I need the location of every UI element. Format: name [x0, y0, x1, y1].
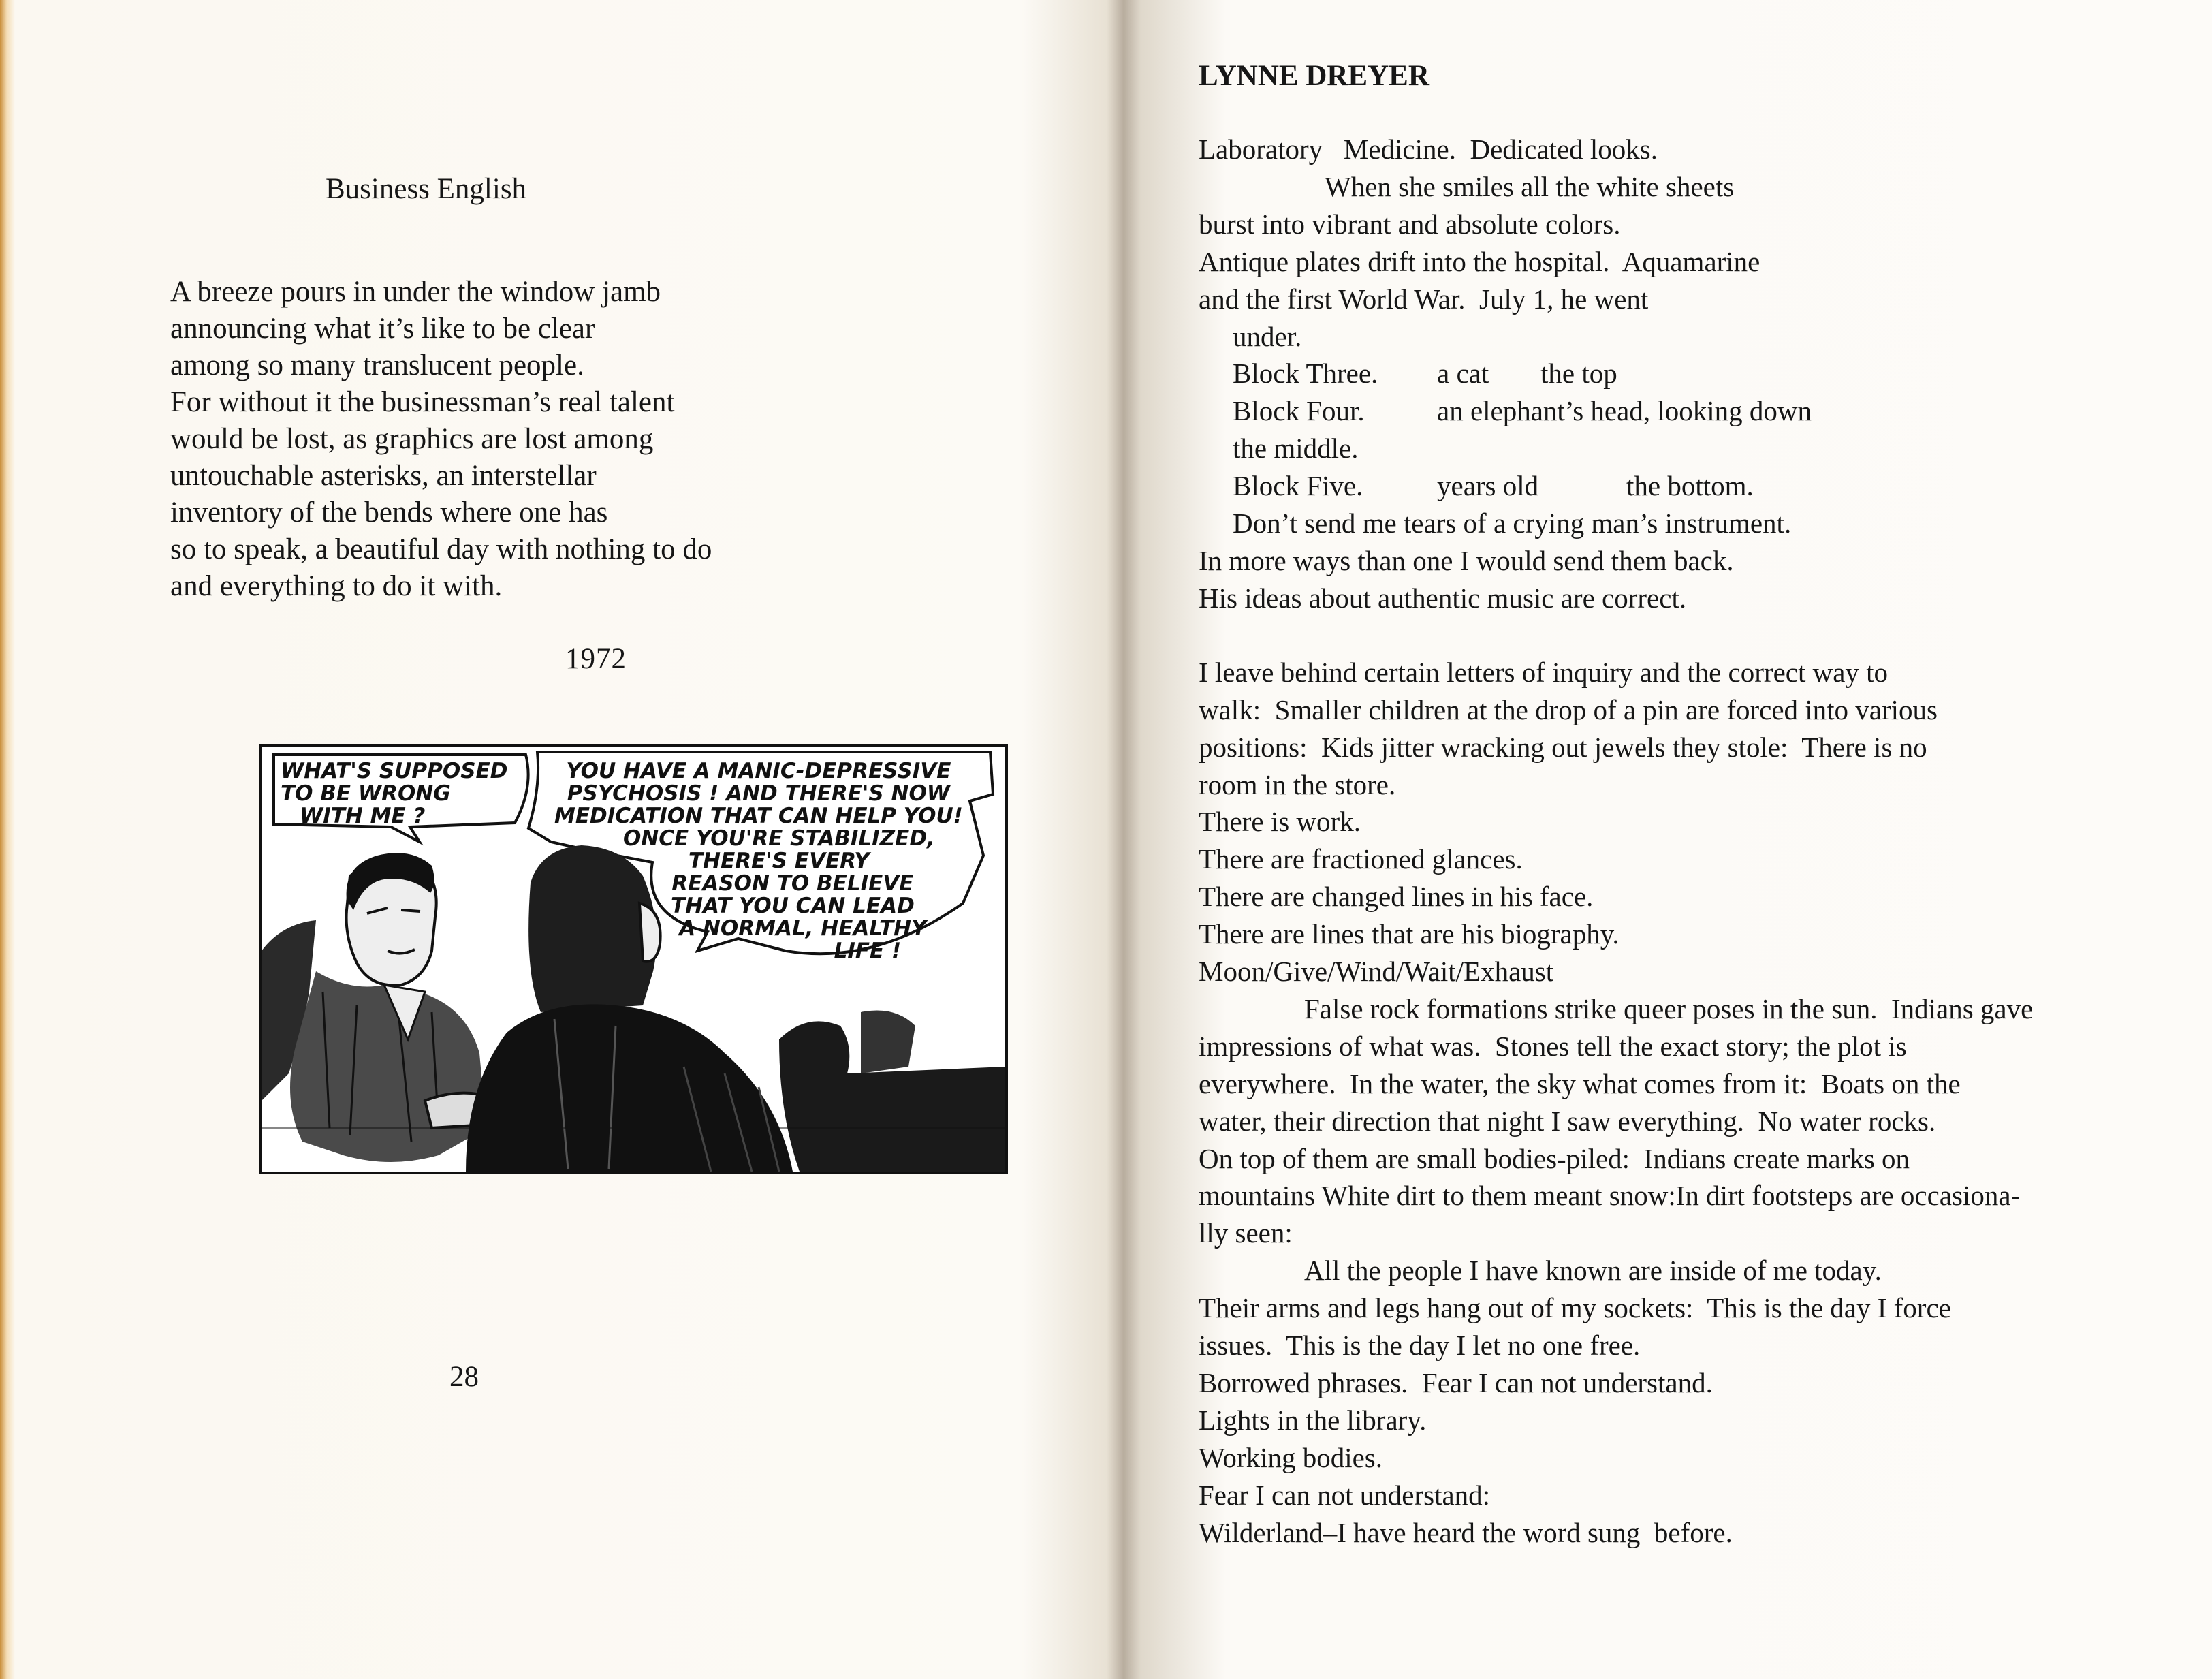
poem-line: room in the store.	[1199, 768, 1396, 800]
poem-body	[170, 274, 712, 605]
poem-line: walk: Smaller children at the drop of a pin are forced into various	[1199, 693, 1938, 725]
poem-line: would be lost, as graphics are lost among	[170, 423, 654, 455]
speech-bubble-left	[281, 760, 507, 828]
bubble-line: PSYCHOSIS ! AND THERE'S NOW	[567, 781, 950, 806]
poem-line: the middle.	[1233, 433, 1359, 465]
poem-line	[1199, 467, 2033, 505]
poem-line: In more ways than one I would send them back.	[1199, 544, 1734, 576]
poem-line: among so many translucent people.	[170, 349, 584, 381]
poem-line: Borrowed phrases. Fear I can not understand.	[1199, 1367, 1713, 1398]
poem-line: There are lines that are his biography.	[1199, 918, 1620, 950]
poem-line: Fear I can not understand:	[1199, 1479, 1491, 1511]
bubble-line: WITH ME ?	[300, 804, 426, 828]
poem-line: Don’t send me tears of a crying man’s instrument.	[1233, 507, 1792, 539]
comic-panel	[259, 744, 1008, 1174]
bubble-line: WHAT'S SUPPOSED	[281, 759, 508, 783]
block-detail: a cat	[1437, 358, 1489, 390]
poem-line	[1199, 392, 2033, 430]
block-detail: years old	[1437, 470, 1539, 502]
poem-line: I leave behind certain letters of inquiry and the correct way to	[1199, 656, 1889, 688]
poem-line: Laboratory Medicine. Dedicated looks.	[1199, 134, 1658, 165]
poem-line: so to speak, a beautiful day with nothing to do	[170, 533, 712, 565]
poem-line: Moon/Give/Wind/Wait/Exhaust	[1199, 956, 1554, 988]
poem-line: lly seen:	[1199, 1217, 1293, 1249]
poem-line: There are fractioned glances.	[1199, 843, 1523, 875]
poem-line: announcing what it’s like to be clear	[170, 313, 595, 345]
poem-line: There are changed lines in his face.	[1199, 881, 1594, 913]
bubble-line: THAT YOU CAN LEAD	[670, 894, 915, 918]
left-man-figure	[262, 853, 499, 1162]
poem-line: and the first World War. July 1, he went	[1199, 283, 1649, 315]
poem-line: issues. This is the day I let no one free.	[1199, 1330, 1641, 1362]
poem-line: impressions of what was. Stones tell the exact story; the plot is	[1199, 1030, 1907, 1062]
right-page	[1131, 0, 2212, 1679]
poem-line: Lights in the library.	[1199, 1404, 1427, 1436]
bubble-line: YOU HAVE A MANIC-DEPRESSIVE	[566, 759, 951, 783]
bubble-line: TO BE WRONG	[281, 781, 451, 806]
poem-line: Antique plates drift into the hospital. Aquamarine	[1199, 245, 1760, 277]
bubble-line: REASON TO BELIEVE	[672, 871, 914, 896]
bubble-line: ONCE YOU'RE STABILIZED,	[622, 826, 935, 851]
poem-year: 1972	[565, 643, 627, 675]
right-poem	[1199, 131, 2033, 1552]
block-detail: the top	[1540, 358, 1617, 390]
poem-line: For without it the businessman’s real talent	[170, 386, 675, 418]
block-detail: the bottom.	[1626, 470, 1754, 502]
page-number: 28	[449, 1361, 479, 1393]
poem-line: positions: Kids jitter wracking out jewels they stole: There is no	[1199, 731, 1927, 763]
poem-line: A breeze pours in under the window jamb	[170, 276, 661, 308]
poem-line: and everything to do it with.	[170, 570, 503, 602]
poem-line: inventory of the bends where one has	[170, 497, 608, 529]
block-detail: an elephant’s head, looking down	[1437, 395, 1812, 427]
poem-line: under.	[1233, 320, 1302, 352]
poem-line: water, their direction that night I saw everything. No water rocks.	[1199, 1105, 1936, 1137]
poem-line: When she smiles all the white sheets	[1325, 170, 1735, 202]
poem-line: Working bodies.	[1199, 1441, 1383, 1473]
poem-line: untouchable asterisks, an interstellar	[170, 460, 597, 492]
block-label: Block Three.	[1233, 358, 1378, 390]
bubble-line: LIFE !	[834, 939, 902, 963]
bubble-line: A NORMAL, HEALTHY	[679, 916, 927, 941]
poem-title: Business English	[326, 173, 527, 205]
bubble-line: MEDICATION THAT CAN HELP YOU!	[554, 804, 963, 828]
poem-line: Wilderland–I have heard the word sung before.	[1199, 1516, 1733, 1548]
poem-line: Their arms and legs hang out of my sockets: This is the day I force	[1199, 1292, 1951, 1324]
poem-line: mountains White dirt to them meant snow:In dirt footsteps are occasiona-	[1199, 1180, 2021, 1212]
poem-line: There is work.	[1199, 806, 1361, 838]
block-label: Block Four.	[1233, 395, 1365, 427]
block-label: Block Five.	[1233, 470, 1363, 502]
stanza-gap	[1199, 617, 2033, 654]
author-name: LYNNE DREYER	[1199, 60, 1429, 92]
poem-line: On top of them are small bodies-piled: Indians create marks on	[1199, 1142, 1910, 1174]
poem-line	[1199, 355, 2033, 392]
speech-bubble-right	[554, 760, 963, 962]
poem-line: False rock formations strike queer poses in the sun. Indians gave	[1304, 992, 2034, 1024]
bubble-line: THERE'S EVERY	[689, 849, 870, 873]
poem-line: All the people I have known are inside of me today.	[1304, 1255, 1882, 1287]
poem-line: everywhere. In the water, the sky what comes from it: Boats on the	[1199, 1067, 1961, 1099]
poem-line: burst into vibrant and absolute colors.	[1199, 208, 1621, 240]
poem-line: His ideas about authentic music are correct.	[1199, 582, 1687, 614]
